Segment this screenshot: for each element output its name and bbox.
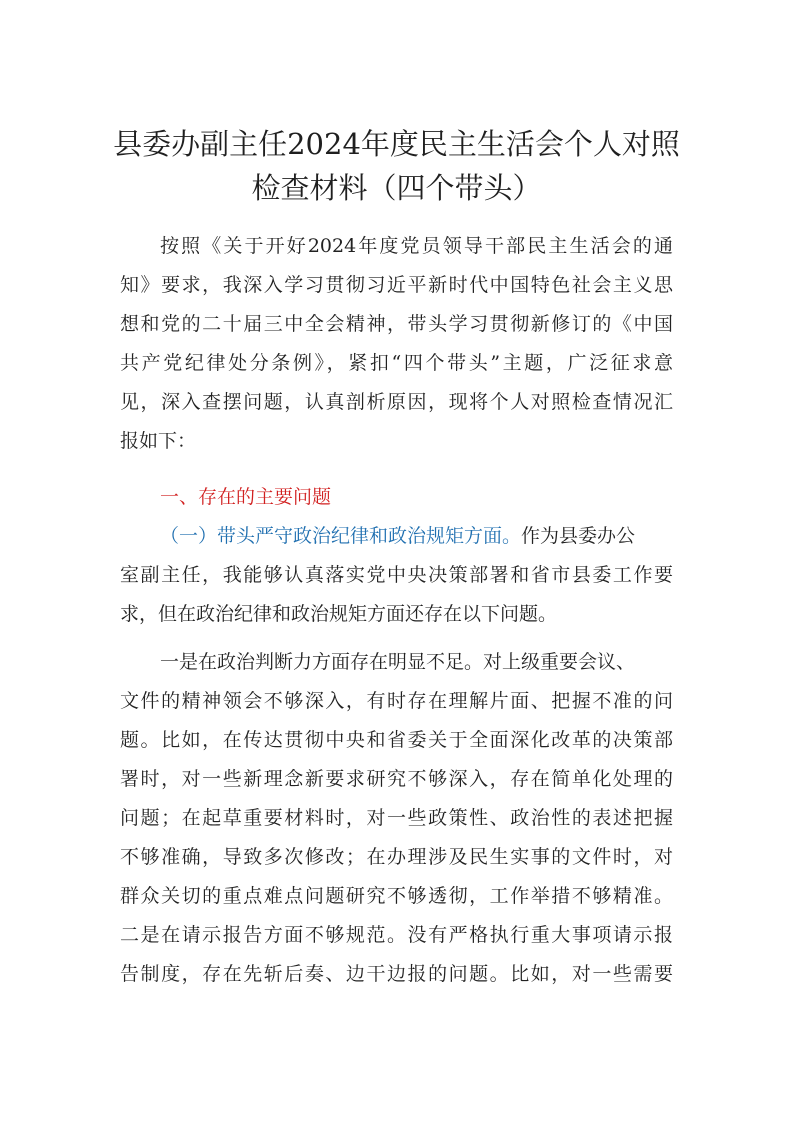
point-text: 在政治判断力方面存在明显不足。对上级重要会议、: [198, 651, 636, 673]
point-first-line: [120, 919, 673, 951]
subsection-line: 求，但在政治纪律和政治规矩方面还存在以下问题。: [120, 603, 558, 625]
intro-line: 想和党的二十届三中全会精神，带头学习贯彻新修订的《中国: [120, 313, 673, 335]
intro-line: 共产党纪律处分条例》，紧扣“四个带头”主题，广泛征求意: [120, 352, 673, 374]
point-line: 文件的精神领会不够深入，有时存在理解片面、把握不准的问: [120, 690, 673, 712]
point-line: 问题；在起草重要材料时，对一些政策性、政治性的表述把握: [120, 807, 673, 829]
point-label: 二是: [120, 924, 162, 946]
point-text: 在请示报告方面不够规范。没有严格执行重大事项请示报: [161, 924, 673, 946]
subsection-text: 作为县委办公: [521, 525, 636, 547]
point-first-line: [160, 646, 673, 678]
point-label: 一是: [160, 651, 199, 673]
point-line: 题。比如，在传达贯彻中央和省委关于全面深化改革的决策部: [120, 729, 673, 751]
point-line: 告制度，存在先斩后奏、边干边报的问题。比如，对一些需要: [120, 963, 673, 985]
subsection-first-line: [160, 520, 673, 552]
point-line: 群众关切的重点难点问题研究不够透彻，工作举措不够精准。: [120, 885, 673, 907]
intro-line: 见，深入查摆问题，认真剖析原因，现将个人对照检查情况汇: [120, 391, 673, 413]
document-title-line-1: 县委办副主任2024年度民主生活会个人对照: [113, 127, 680, 161]
intro-line: 按照《关于开好2024年度党员领导干部民主生活会的通: [160, 235, 673, 257]
subsection-heading: （一）带头严守政治纪律和政治规矩方面。: [160, 525, 522, 547]
document-title-line-2: 检查材料（四个带头）: [251, 171, 542, 205]
point-line: 不够准确，导致多次修改；在办理涉及民生实事的文件时，对: [120, 846, 673, 868]
subsection-line: 室副主任，我能够认真落实党中央决策部署和省市县委工作要: [120, 564, 673, 586]
intro-line: 知》要求，我深入学习贯彻习近平新时代中国特色社会主义思: [120, 274, 673, 296]
point-line: 署时，对一些新理念新要求研究不够深入，存在简单化处理的: [120, 768, 673, 790]
intro-line: 报如下：: [120, 430, 197, 452]
section-heading: 一、存在的主要问题: [160, 486, 332, 508]
